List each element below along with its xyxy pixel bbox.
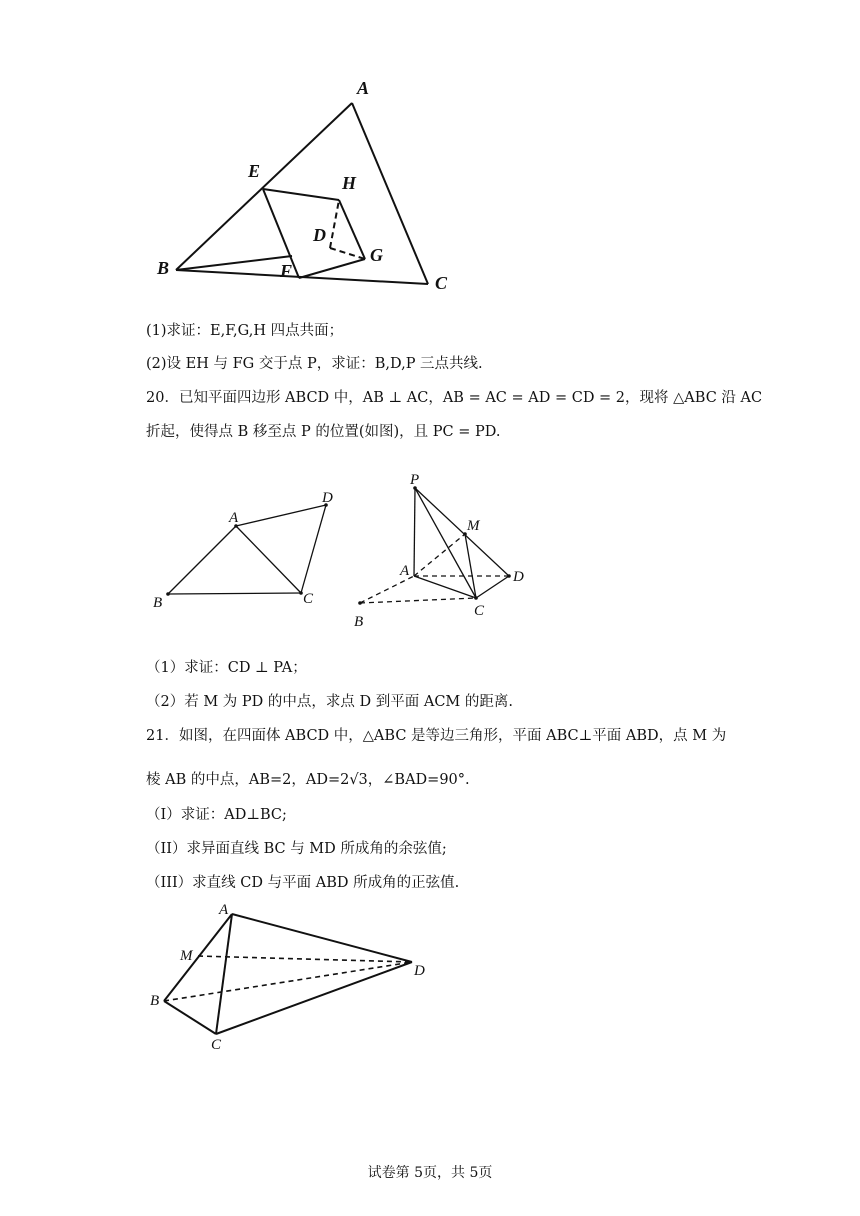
q21-stem-line2: 棱 AB 的中点，AB=2，AD=2√3，∠BAD=90°. <box>146 772 470 788</box>
q21-label-d: D <box>414 963 425 979</box>
q20-right-edge-ba-dashed <box>360 576 414 603</box>
q20-right-edge-bc-dashed <box>360 598 476 603</box>
edge-hg <box>339 200 365 259</box>
q21-edge-bd-hidden <box>164 962 412 1001</box>
q20-point-d-right <box>507 574 511 578</box>
q20-label-a-right: A <box>400 563 410 579</box>
q21-edge-ad <box>232 914 412 962</box>
q20-right-edge-pa <box>414 488 415 576</box>
figure-q19 <box>140 70 480 300</box>
label-e: E <box>248 161 261 181</box>
q20-label-p: P <box>410 472 420 488</box>
q21-part2: （II）求异面直线 BC 与 MD 所成角的余弦值; <box>146 841 447 857</box>
q20-label-m: M <box>467 518 480 534</box>
q20-label-c-right: C <box>474 603 485 619</box>
q21-edge-md-hidden <box>198 956 412 962</box>
label-f: F <box>280 261 293 281</box>
label-d: D <box>313 225 326 245</box>
q20-stem-line2: 折起，使得点 B 移至点 P 的位置(如图)，且 PC = PD. <box>146 424 501 440</box>
edge-eh <box>263 189 339 200</box>
page-footer: 试卷第 5页，共 5页 <box>367 1165 493 1181</box>
q20-right-edge-ac <box>414 576 476 598</box>
q20-point-b-right <box>358 601 362 605</box>
edge-fg <box>299 259 365 278</box>
q21-edge-bc <box>164 1001 216 1034</box>
q20-label-b-left: B <box>153 595 163 611</box>
label-h: H <box>342 173 357 193</box>
q20-left-edge-dc <box>301 505 326 593</box>
q20-label-b-right: B <box>354 614 364 630</box>
q20-left-edge-ac <box>236 526 301 593</box>
q21-part3: （III）求直线 CD 与平面 ABD 所成角的正弦值. <box>146 875 460 891</box>
q21-label-a: A <box>219 902 229 918</box>
q20-right-edge-cd <box>476 576 509 598</box>
q20-label-a-left: A <box>229 510 239 526</box>
q20-left-edge-ba <box>168 526 236 594</box>
q20-point-b-left <box>166 592 170 596</box>
edge-dh-hidden <box>330 200 339 248</box>
label-a: A <box>357 78 370 98</box>
q20-left-edge-bc <box>168 593 301 594</box>
q20-point-c-right <box>474 596 478 600</box>
q19-part1: (1)求证：E,F,G,H 四点共面； <box>146 323 344 339</box>
q21-part1: （I）求证：AD⊥BC; <box>146 807 287 823</box>
q19-part2: (2)设 EH 与 FG 交于点 P，求证：B,D,P 三点共线. <box>146 356 483 372</box>
q21-stem-line1: 21．如图，在四面体 ABCD 中，△ABC 是等边三角形，平面 ABC⊥平面 ABD，点 M 为 <box>146 728 727 744</box>
q20-right-edge-am-hidden <box>414 534 465 576</box>
q21-label-m: M <box>180 948 193 964</box>
label-g: G <box>370 245 383 265</box>
q20-part1: （1）求证：CD ⊥ PA； <box>146 660 307 676</box>
q20-stem-line1: 20．已知平面四边形 ABCD 中，AB ⊥ AC，AB = AC = AD = CD = 2，现将 △ABC 沿 AC <box>146 390 763 406</box>
q20-part2: （2）若 M 为 PD 的中点，求点 D 到平面 ACM 的距离. <box>146 694 513 710</box>
figure-q20 <box>140 460 540 635</box>
edge-bd-visible <box>176 256 292 270</box>
figure-q21 <box>145 898 435 1053</box>
label-b: B <box>157 258 170 278</box>
q21-label-c: C <box>211 1037 222 1053</box>
q20-left-edge-ad <box>236 505 326 526</box>
label-c: C <box>435 273 448 293</box>
edge-dg-hidden <box>330 248 365 259</box>
q21-label-b: B <box>150 993 160 1009</box>
q20-label-d-right: D <box>513 569 524 585</box>
q21-edge-cd <box>216 962 412 1034</box>
q20-label-c-left: C <box>303 591 314 607</box>
q20-label-d-left: D <box>322 490 333 506</box>
